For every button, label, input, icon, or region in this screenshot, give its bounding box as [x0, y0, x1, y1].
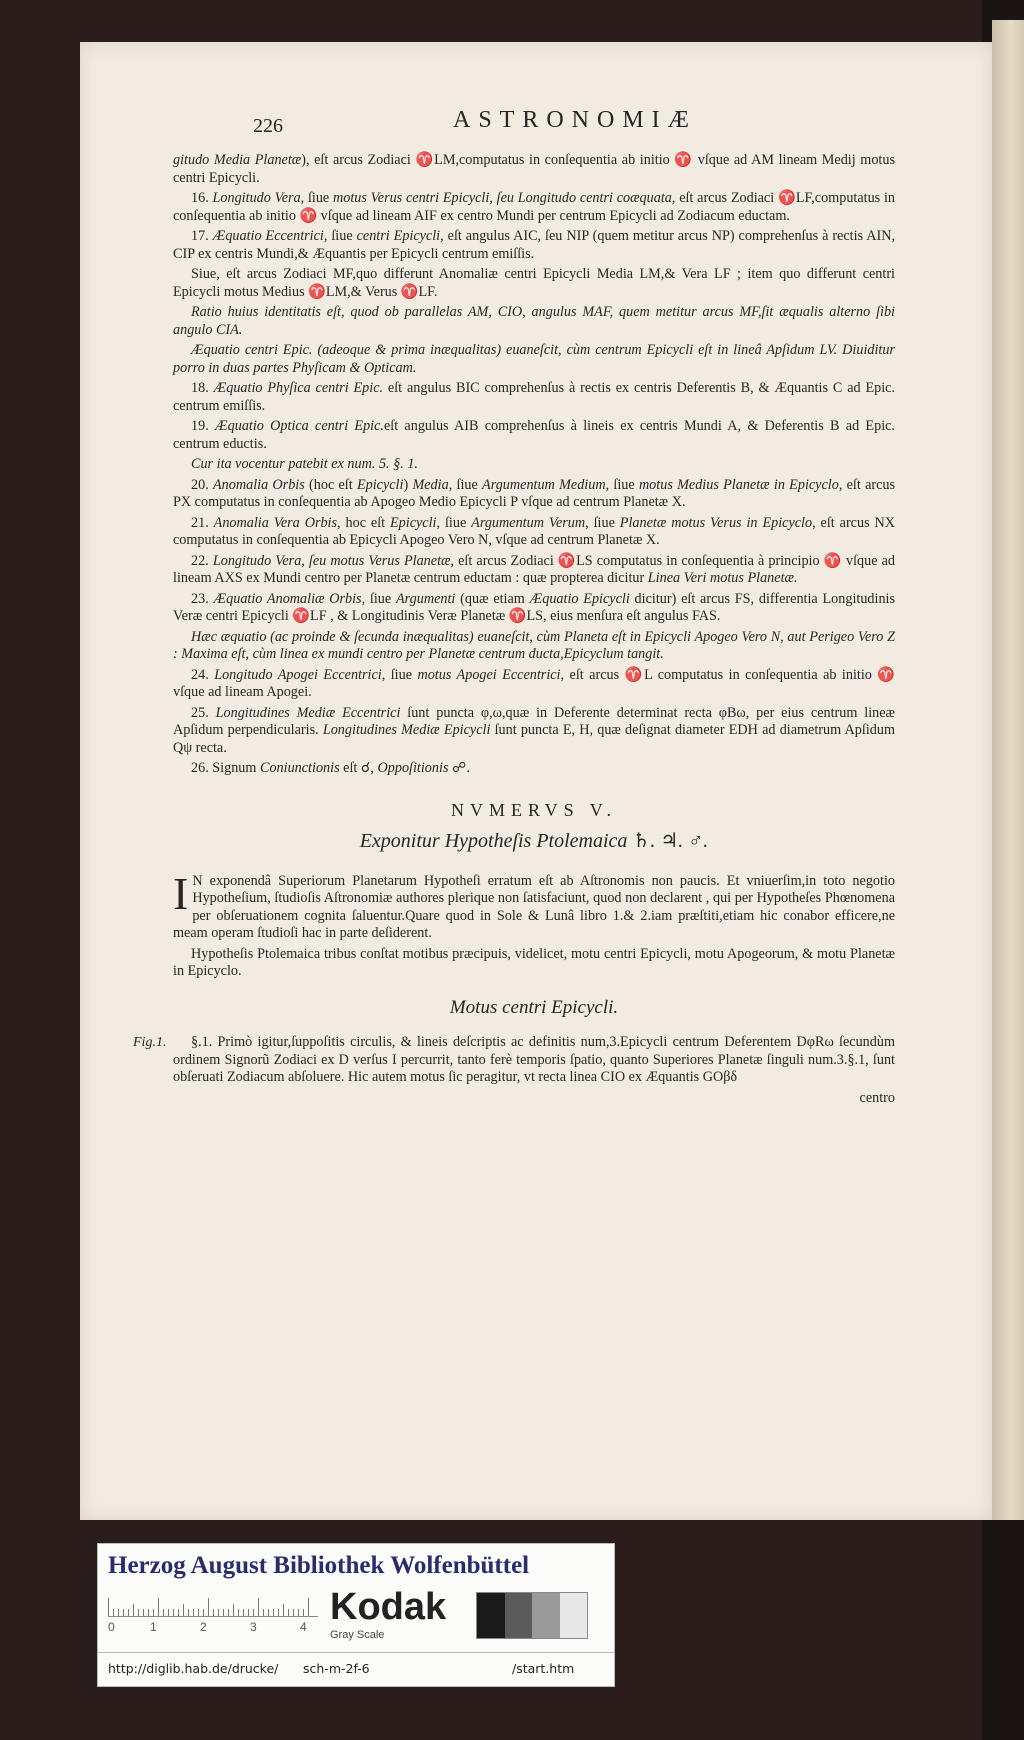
definition-paragraph: [173, 266, 895, 301]
text-run: 20.: [191, 476, 213, 493]
kodak-logo: Kodak: [330, 1586, 447, 1628]
text-run: Media: [412, 476, 449, 493]
text-run: Cur ita vocentur patebit ex num. 5. §. 1.: [191, 456, 418, 472]
text-run: 17.: [191, 228, 213, 244]
ruler-tick: [153, 1609, 154, 1616]
text-run: , eſt angulus AIC, ſeu NIP (quem metitur arcus NP) comprehenſus à rectis AIN, CIP ex centris Mundi,& Æquantis per Epicycli centrum emiſſis.: [173, 228, 896, 262]
text-run: Æquatio centri Epic. (adeoque & prima inæqualitas) euaneſcit, cùm centrum Epicycli eſt in lineâ Apſidum LV. Diuiditur porro in duas partes Phyſicam & Opticam.: [173, 342, 895, 376]
subheading: Motus centri Epicycli.: [449, 996, 619, 1018]
definition-paragraph: [173, 515, 895, 550]
text-run: Longitudo Vera, ſeu motus Verus Planetæ: [212, 552, 451, 569]
intro-text: N exponendâ Superiorum Planetarum Hypotheſi erratum eſt ab Aſtronomis non paucis. Et vniuerſim,in toto negotio Hypotheſium, ſtudioſis Aſtronomiæ authores plerique non ſatisfaciunt, quod non declarent , qui per Hypotheſes Phœnomena per obſeruationem cognita ſaluentur.Quare quod in Sole & Lunâ libro 1.& 2.iam præſtiti,etiam hic conabor efficere,ne meam operam ſtudioſi hac in parte deſiderent.: [173, 872, 895, 941]
ruler: [108, 1596, 318, 1617]
ruler-tick: [238, 1609, 239, 1616]
text-run: Coniunctionis: [259, 760, 340, 776]
text-run: Oppoſitionis: [377, 760, 449, 776]
ruler-tick: [138, 1609, 139, 1616]
ruler-tick: [303, 1609, 304, 1616]
text-run: , ſiue: [381, 666, 418, 683]
gray-swatch: [560, 1593, 588, 1638]
text-run: ): [403, 476, 413, 493]
text-run: ſunt puncta E, H, quæ deſignat diameter EDH ad diametrum Apſidum Qψ recta.: [173, 722, 895, 756]
ruler-tick: [268, 1609, 269, 1616]
ruler-tick: [243, 1609, 244, 1616]
text-run: Argumenti: [396, 590, 456, 607]
definition-paragraph: [173, 705, 895, 758]
definition-paragraph: [173, 418, 895, 453]
ruler-number: 0: [108, 1620, 115, 1634]
definition-paragraph: [173, 456, 895, 474]
text-run: eſt angulus BIC comprehenſus à rectis ex centris Deferentis B, & Æquantis C ad Epic. centrum emiſſis.: [173, 380, 896, 414]
ruler-tick: [108, 1598, 109, 1616]
definition-paragraph: [173, 629, 895, 664]
text-run: Anomalia Vera Orbis: [213, 514, 338, 531]
definition-paragraph: [173, 553, 895, 588]
text-run: Longitudines Mediæ Eccentrici: [215, 704, 401, 721]
drop-cap: I: [173, 867, 189, 919]
ruler-tick: [223, 1609, 224, 1616]
text-run: Longitudo Vera: [212, 190, 301, 206]
gray-swatch: [505, 1593, 533, 1638]
ruler-tick: [123, 1609, 124, 1616]
text-run: Siue, eſt arcus Zodiaci MF,quo differunt Anomaliæ centri Epicycli Media LM,& Vera LF ; item quo differunt centri Epicycli motus Medius ♈LM,& Verus ♈LF.: [173, 266, 895, 300]
ruler-tick: [128, 1609, 129, 1616]
catchword: centro: [859, 1089, 895, 1106]
text-run: motus Apogei Eccentrici: [417, 666, 561, 683]
text-run: Æquatio Optica centri Epic.: [215, 418, 384, 434]
ruler-tick: [258, 1598, 259, 1616]
ruler-tick: [143, 1609, 144, 1616]
text-run: , ſiue: [605, 476, 639, 493]
text-run: 16.: [191, 190, 213, 206]
text-run: Anomalia Orbis: [213, 476, 305, 493]
gray-swatch: [477, 1593, 505, 1638]
text-run: , ſiue: [448, 476, 483, 493]
text-run: Argumentum Medium: [482, 476, 606, 493]
text-run: 18.: [191, 380, 214, 396]
ruler-tick: [253, 1609, 254, 1616]
ruler-tick: [203, 1609, 204, 1616]
text-run: Æquatio Phyſica centri Epic.: [213, 380, 384, 396]
ruler-tick: [263, 1609, 264, 1616]
ruler-tick: [288, 1609, 289, 1616]
definition-paragraph: [173, 667, 895, 702]
hypothesis-paragraph: Hypotheſis Ptolemaica tribus conſtat motibus præcipuis, videlicet, motu centri Epicycli, motu Apogeorum, & motu Planetæ in Epicyclo.: [173, 945, 895, 979]
motus-paragraph-wrap: [133, 1034, 895, 1107]
ruler-tick: [283, 1604, 284, 1616]
text-run: eſt ☌,: [339, 760, 378, 776]
text-run: Planetæ motus Verus in Epicyclo: [619, 514, 813, 531]
ruler-tick: [228, 1609, 229, 1616]
definition-paragraph: [173, 190, 895, 225]
margin-note-fig: Fig.1.: [133, 1035, 167, 1050]
text-run: , ſiue: [300, 190, 334, 206]
ruler-tick: [168, 1609, 169, 1616]
text-run: Æquatio Anomaliæ Orbis: [213, 590, 362, 607]
section-subtitle: Exponitur Hypotheſis Ptolemaica ♄. ♃. ♂.: [359, 830, 709, 852]
ruler-tick: [148, 1609, 149, 1616]
definition-paragraph: [173, 152, 895, 187]
motus-paragraph: §.1. Primò igitur,ſuppoſitis circulis, & lineis deſcriptis ac definitis num,3.Epicycli centrum Deferentem DφRω ſecundùm ordinem Signorũ Zodiaci ex D verſus I percurrit, tanto ferè temporis ſpatio, quanto Superiores Planetæ ſinguli num.3.§.1, ſunt obſeruati Zodiacum abſoluere. Hic autem motus ſic peragitur, vt recta linea CIO ex Æquantis GOβδ: [173, 1034, 895, 1085]
library-bar: [97, 1543, 615, 1687]
text-run: Æquatio Epicycli: [529, 590, 630, 607]
text-run: ſunt puncta φ,ω,quæ in Deferente determinat recta φBω, per eius centrum lineæ Apſidum perpendicularis.: [173, 704, 896, 738]
text-run: , ſiue: [585, 514, 620, 531]
ruler-tick: [193, 1609, 194, 1616]
definition-paragraph: [173, 477, 895, 512]
ruler-tick: [178, 1609, 179, 1616]
ruler-tick: [218, 1609, 219, 1616]
text-run: , eſt arcus NX computatus in conſequentia ab Epicycli Apogeo Vero N, vſque ad centrum Planetæ X.: [173, 514, 896, 548]
ruler-tick: [183, 1604, 184, 1616]
ruler-tick: [248, 1609, 249, 1616]
text-run: 23.: [191, 590, 214, 607]
text-run: (hoc eſt: [304, 476, 357, 493]
page-content: [133, 107, 896, 1110]
library-title: Herzog August Bibliothek Wolfenbüttel: [108, 1552, 530, 1579]
definition-paragraph: [173, 304, 895, 339]
ruler-tick: [273, 1609, 274, 1616]
text-run: Ratio huius identitatis eſt, quod ob parallelas AM, CIO, angulus MAF, quem metitur arcus MF,ſit æqualis alterno ſibi angulo CIA.: [173, 304, 895, 338]
running-head: ASTRONOMIÆ: [453, 107, 698, 133]
ruler-number: 4: [300, 1620, 307, 1634]
ruler-tick: [293, 1609, 294, 1616]
ruler-tick: [163, 1609, 164, 1616]
text-run: , eſt arcus ♈L computatus in conſequentia ab initio ♈ vſque ad lineam Apogei.: [173, 666, 896, 700]
definition-paragraph: [173, 228, 895, 263]
text-run: motus Medius Planetæ in Epicyclo: [638, 476, 839, 493]
text-run: , hoc eſt: [337, 514, 391, 531]
text-run: Longitudo Apogei Eccentrici: [214, 666, 382, 683]
definition-paragraph: [173, 380, 895, 415]
text-run: ), eſt arcus Zodiaci ♈LM,computatus in conſequentia ab initio ♈ vſque ad AM lineam Medij motus centri Epicycli.: [173, 152, 895, 186]
text-run: 21.: [191, 514, 214, 531]
gray-swatch: [532, 1593, 560, 1638]
definition-paragraph: [173, 760, 895, 778]
ruler-tick: [198, 1609, 199, 1616]
text-run: 26. Signum: [191, 760, 260, 776]
text-run: , eſt arcus Zodiaci ♈LS computatus in conſequentia à principio ♈ vſque ad lineam AXS ex Mundi centro per Planetæ centrum eductam : quæ propterea dicitur: [173, 552, 896, 586]
text-run: , eſt arcus Zodiaci ♈LF,computatus in conſequentia ab initio ♈ vſque ad lineam AIF ex centro Mundi per centrum Epicycli ad Zodiacum eductam.: [173, 190, 896, 224]
ruler-tick: [308, 1598, 309, 1616]
ruler-tick: [278, 1609, 279, 1616]
ruler-tick: [233, 1604, 234, 1616]
ruler-tick: [158, 1598, 159, 1616]
text-run: Æquatio Eccentrici: [212, 228, 324, 244]
book-spine: [992, 20, 1024, 1520]
page-header: [173, 107, 895, 152]
text-run: , ſiue: [323, 228, 357, 244]
text-run: Epicycli: [356, 476, 404, 493]
text-run: ☍.: [448, 760, 470, 776]
text-run: eſt angulus AIB comprehenſus à lineis ex centris Mundi A, & Deferentis B ad Epic. centrum eductis.: [173, 418, 895, 452]
definition-paragraph: [173, 342, 895, 377]
text-run: 19.: [191, 418, 216, 434]
text-run: , eſt arcus PX computatus in conſequentia ab Apogeo Medio Epicycli P vſque ad centrum Planetæ X.: [173, 476, 896, 510]
page-number: 226: [253, 115, 283, 137]
ruler-number: 3: [250, 1620, 257, 1634]
ruler-number: 2: [200, 1620, 207, 1634]
ruler-tick: [133, 1604, 134, 1616]
url-link[interactable]: http://diglib.hab.de/drucke/: [108, 1661, 279, 1676]
text-run: 24.: [191, 666, 215, 683]
url-row: [98, 1652, 614, 1685]
text-run: Epicycli: [390, 514, 437, 531]
text-run: Longitudines Mediæ Epicycli: [322, 722, 491, 738]
text-run: Hæc æquatio (ac proinde & ſecunda inæqualitas) euaneſcit, cùm Planeta eſt in Epicycli Apogeo Vero N, aut Perigeo Vero Z : Maxima eſt, cùm linea ex mundi centro per Planetæ centrum ducta,Epicyclum tangit.: [173, 628, 895, 662]
text-run: 22.: [191, 552, 213, 569]
ruler-tick: [298, 1609, 299, 1616]
text-run: 25.: [191, 704, 216, 721]
gray-swatches: [476, 1592, 588, 1639]
section-title: NVMERVS V.: [451, 799, 617, 820]
ruler-tick: [213, 1609, 214, 1616]
intro-paragraph: [173, 867, 895, 943]
text-run: , ſiue: [361, 590, 396, 607]
ruler-number: 1: [150, 1620, 157, 1634]
url-id: sch-m-2f-6: [303, 1661, 370, 1676]
text-run: (quæ etiam: [455, 590, 530, 607]
text-run: Linea Veri motus Planetæ.: [647, 570, 798, 586]
ruler-tick: [173, 1609, 174, 1616]
ruler-tick: [113, 1609, 114, 1616]
text-run: dicitur) eſt arcus FS, differentia Longitudinis Veræ centri Epicycli ♈LF , & Longitudinis Veræ Planetæ ♈LS, eius menſura eſt angulus FAS.: [173, 590, 896, 624]
definitions-block: [173, 152, 895, 778]
text-run: motus Verus centri Epicycli, ſeu Longitudo centri coæquata: [333, 190, 672, 206]
text-run: Argumentum Verum: [471, 514, 586, 531]
text-run: , ſiue: [436, 514, 472, 531]
text-run: gitudo Media Planetæ: [173, 152, 302, 168]
ruler-tick: [188, 1609, 189, 1616]
url-tail: /start.htm: [512, 1661, 575, 1676]
ruler-tick: [118, 1609, 119, 1616]
text-run: centri Epicycli: [356, 228, 441, 244]
gray-scale-label: Gray Scale: [330, 1629, 385, 1641]
definition-paragraph: [173, 591, 895, 626]
ruler-tick: [208, 1598, 209, 1616]
